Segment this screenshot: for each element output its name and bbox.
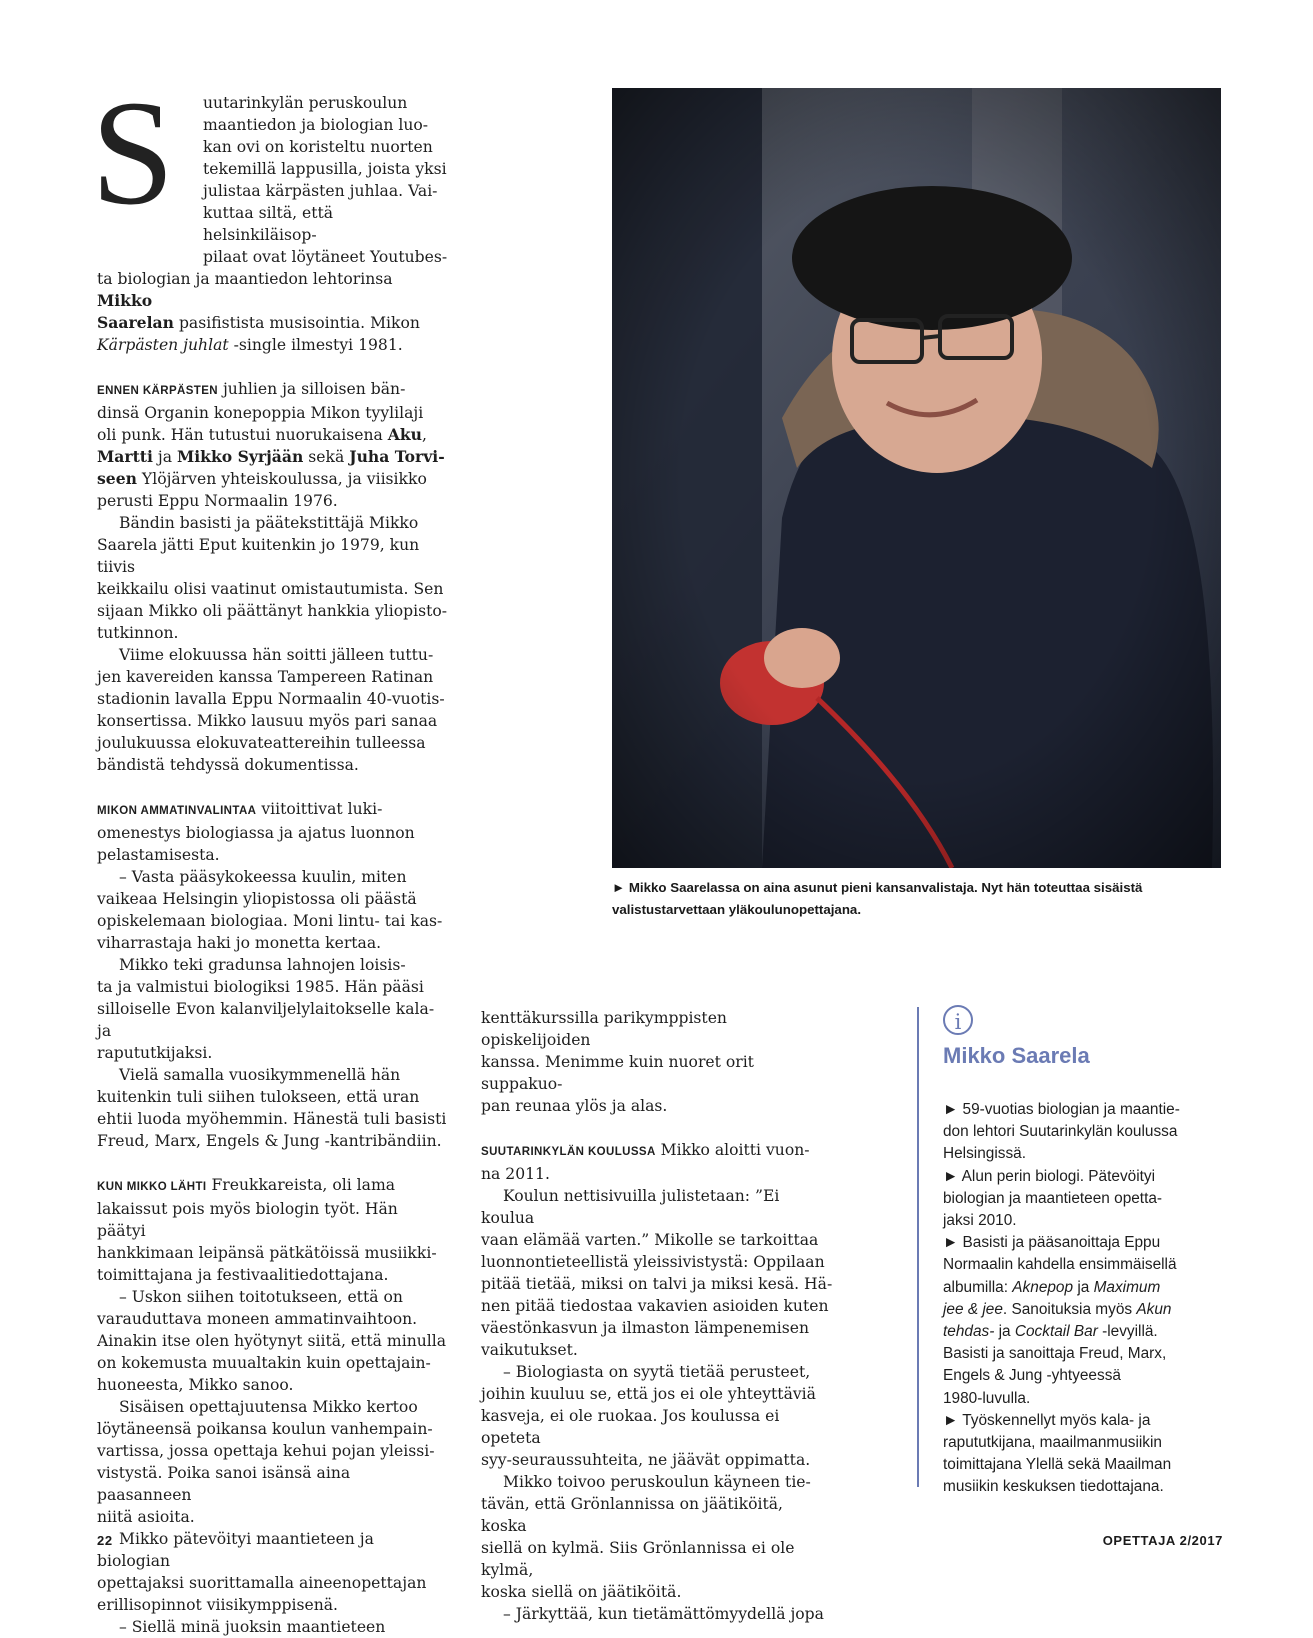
fact-line: jaksi 2010. [943, 1212, 1017, 1230]
intro-line: tekemillä lappusilla, joista yksi [203, 160, 447, 178]
info-box [943, 1005, 1213, 1499]
text: oli punk. Hän tutustui nuorukaisena [97, 426, 388, 444]
paragraph-line: koska siellä on jäätiköitä. [481, 1583, 682, 1601]
paragraph-line: ta ja valmistui biologiksi 1985. Hän pääsi [97, 978, 424, 996]
text: ja [994, 1323, 1015, 1341]
article-column-2 [481, 1007, 833, 1625]
fact-line: ► Alun perin biologi. Pätevöityi [943, 1167, 1156, 1185]
drop-cap: S [91, 70, 175, 236]
page-number: 22 [97, 1533, 113, 1548]
article-column-1 [91, 70, 449, 1638]
paragraph-line: kenttäkurssilla parikymppisten opiskelijoiden [481, 1009, 727, 1049]
paragraph-line: pitää tietää, miksi on talvi ja miksi kesä. Hä- [481, 1275, 833, 1293]
section-lead: MIKON AMMATINVALINTAA [97, 805, 257, 817]
paragraph-line: tutkinnon. [97, 624, 179, 642]
paragraph-line: pelastamisesta. [97, 846, 220, 864]
section-line [97, 1174, 449, 1198]
fact-line [943, 1321, 1213, 1343]
paragraph-line: tävän, että Grönlannissa on jäätiköitä, koska [481, 1495, 784, 1535]
person-name: Juha Torvi- [349, 447, 445, 466]
text: pasifistista musisointia. Mikon [173, 314, 420, 332]
paragraph-line: – Siellä minä juoksin maantieteen [119, 1618, 386, 1636]
person-name: Saarelan [97, 313, 174, 332]
fact-line: ► Työskennellyt myös kala- ja [943, 1411, 1151, 1429]
paragraph-line: keikkailu olisi vaatinut omistautumista. Sen [97, 580, 444, 598]
intro-line: julistaa kärpästen juhlaa. Vai- [203, 182, 438, 200]
fact-line [943, 1277, 1213, 1299]
fact-line: 1980-luvulla. [943, 1389, 1031, 1407]
paragraph-line: – Uskon siihen toitotukseen, että on [119, 1288, 403, 1306]
paragraph-line: Freud, Marx, Engels & Jung -kantribändiin. [97, 1132, 442, 1150]
text: ta biologian ja maantiedon lehtorinsa [97, 270, 393, 288]
person-name: Mikko Syrjään [176, 447, 304, 466]
paragraph-line: pan reunaa ylös ja alas. [481, 1097, 668, 1115]
album-title: Akun [1136, 1300, 1172, 1318]
paragraph-line: stadionin lavalla Eppu Normaalin 40-vuotis- [97, 690, 445, 708]
info-box-title: Mikko Saarela [943, 1043, 1090, 1068]
person-name: Aku [387, 425, 423, 444]
album-title: tehdas- [943, 1323, 995, 1341]
section-line [97, 378, 449, 402]
fact-line: biologian ja maantieteen opetta- [943, 1189, 1163, 1207]
text: Ylöjärven yhteiskoulussa, ja viisikko [136, 470, 427, 488]
paragraph-line: konsertissa. Mikko lausuu myös pari sanaa [97, 712, 438, 730]
text: , [422, 426, 427, 444]
person-name: Mikko [97, 291, 153, 310]
intro-line [97, 312, 449, 334]
text: Freukkareista, oli lama [206, 1176, 396, 1194]
paragraph-line: viharrastaja haki jo monetta kertaa. [97, 934, 382, 952]
intro-paragraph [91, 70, 449, 356]
album-title: Cocktail Bar [1014, 1323, 1098, 1341]
section-line [97, 424, 449, 446]
paragraph-line: jen kavereiden kanssa Tampereen Ratinan [97, 668, 434, 686]
text: juhlien ja silloisen bän- [218, 380, 406, 398]
magazine-issue: OPETTAJA 2/2017 [1102, 1533, 1223, 1548]
section-line: dinsä Organin konepoppia Mikon tyylilaji [97, 404, 424, 422]
paragraph-line: – Järkyttää, kun tietämättömyydellä jopa [503, 1605, 824, 1623]
paragraph-line: varauduttava moneen ammatinvaihtoon. [97, 1310, 418, 1328]
intro-line [97, 268, 449, 312]
section-line: perusti Eppu Normaalin 1976. [97, 492, 338, 510]
paragraph-line: vaikeaa Helsingin yliopistossa oli päästä [97, 890, 417, 908]
section-lead: ENNEN KÄRPÄSTEN [97, 385, 219, 397]
intro-line: pilaat ovat löytäneet Youtubes- [203, 248, 448, 266]
album-title: jee & jee [943, 1300, 1003, 1318]
paragraph-line: syy-seuraussuhteita, ne jäävät oppimatta. [481, 1451, 811, 1469]
fact-line [943, 1299, 1213, 1321]
paragraph-line: luonnontieteellistä yleissivistystä: Oppilaan [481, 1253, 825, 1271]
album-title: Aknepop [1012, 1278, 1074, 1296]
person-name: Martti [97, 447, 153, 466]
paragraph-line: silloiselle Evon kalanviljelylaitokselle kala- ja [97, 1000, 435, 1040]
paragraph-line: Mikko pätevöityi maantieteen ja biologian [97, 1530, 374, 1570]
paragraph-line: omenestys biologiassa ja ajatus luonnon [97, 824, 415, 842]
paragraph-line: kanssa. Menimme kuin nuoret orit suppakuo- [481, 1053, 754, 1093]
paragraph-line: vistystä. Poika sanoi isänsä aina paasanneen [97, 1464, 351, 1504]
section-kun-mikko-lahti [97, 1174, 449, 1638]
section-lead: SUUTARINKYLÄN KOULUSSA [481, 1146, 656, 1158]
portrait-illustration [612, 88, 1221, 868]
fact-line: rapututkijana, maailmanmusiikin [943, 1434, 1162, 1452]
paragraph-line: hankkimaan leipänsä pätkätöissä musiikki- [97, 1244, 437, 1262]
paragraph-line: opettajaksi suorittamalla aineenopettajan [97, 1574, 427, 1592]
paragraph-line: nen pitää tiedostaa vakavien asioiden kuten [481, 1297, 829, 1315]
paragraph-line: Viime elokuussa hän soitti jälleen tuttu- [119, 646, 434, 664]
section-line [481, 1139, 833, 1163]
text: Mikko aloitti vuon- [655, 1141, 810, 1159]
photo-caption [612, 877, 1222, 921]
paragraph-line: – Biologiasta on syytä tietää perusteet, [503, 1363, 811, 1381]
song-title: Kärpästen juhlat [97, 336, 229, 354]
fact-line: ► Basisti ja pääsanoittaja Eppu [943, 1234, 1161, 1252]
text: ja [1073, 1278, 1094, 1296]
section-lead: KUN MIKKO LÄHTI [97, 1181, 207, 1193]
paragraph-line: vartissa, jossa opettaja kehui pojan yleissi- [97, 1442, 435, 1460]
paragraph-line: sijaan Mikko oli päättänyt hankkia yliopisto- [97, 602, 448, 620]
paragraph-line: ehtii luoda myöhemmin. Hänestä tuli basisti [97, 1110, 447, 1128]
album-title: Maximum [1093, 1278, 1161, 1296]
paragraph-line: Mikko teki gradunsa lahnojen loisis- [119, 956, 406, 974]
paragraph-line: on kokemusta muualtakin kuin opettajain- [97, 1354, 431, 1372]
section-ennen [97, 378, 449, 776]
caption-line: valistustarvettaan yläkoulunopettajana. [612, 902, 862, 917]
paragraph-line: joihin kuuluu se, että jos ei ole yhteyttäviä [481, 1385, 816, 1403]
paragraph-line: niitä asioita. [97, 1508, 195, 1526]
section-line [97, 468, 449, 490]
text: ja [152, 448, 177, 466]
paragraph-line: vaikutukset. [481, 1341, 578, 1359]
paragraph-line: Koulun nettisivuilla julistetaan: ”Ei koulua [481, 1187, 780, 1227]
section-line [97, 798, 449, 822]
fact-line: ► 59-vuotias biologian ja maantie- [943, 1101, 1180, 1118]
fact-line: musiikin keskuksen tiedottajana. [943, 1478, 1164, 1496]
paragraph: Bändin basisti ja päätekstittäjä Mikko [119, 514, 419, 532]
fact-line: Engels & Jung -yhtyeessä [943, 1367, 1121, 1385]
text: -levyillä. [1097, 1323, 1158, 1341]
paragraph-line: huoneesta, Mikko sanoo. [97, 1376, 294, 1394]
portrait-photo [612, 88, 1221, 868]
paragraph-line: opiskelemaan biologiaa. Moni lintu- tai kas- [97, 912, 443, 930]
paragraph-line: bändistä tehdyssä dokumentissa. [97, 756, 359, 774]
paragraph-line: lakaissut pois myös biologin työt. Hän päätyi [97, 1200, 398, 1240]
paragraph-line: vaan elämää varten.” Mikolle se tarkoittaa [481, 1231, 819, 1249]
info-icon: i [943, 1005, 973, 1035]
intro-line: maantiedon ja biologian luo- [203, 116, 429, 134]
intro-line: uutarinkylän peruskoulun [203, 94, 408, 112]
paragraph-line: erillisopinnot viisikymppisenä. [97, 1596, 338, 1614]
paragraph-line: siellä on kylmä. Siis Grönlannissa ei ole kylmä, [481, 1539, 795, 1579]
fact-line: Normaalin kahdella ensimmäisellä [943, 1256, 1177, 1274]
paragraph-line: kuitenkin tuli siihen tulokseen, että uran [97, 1088, 420, 1106]
paragraph-line: joulukuussa elokuvateattereihin tulleessa [97, 734, 426, 752]
fact-line: Helsingissä. [943, 1145, 1026, 1163]
sidebar-divider [917, 1007, 919, 1487]
text: . Sanoituksia myös [1002, 1300, 1137, 1318]
section-ammatinvalinta [97, 798, 449, 1152]
paragraph-line: Ainakin itse olen hyötynyt siitä, että minulla [97, 1332, 447, 1350]
person-name: seen [97, 469, 137, 488]
paragraph-line: Saarela jätti Eput kuitenkin jo 1979, kun tiivis [97, 536, 420, 576]
paragraph-line: – Vasta pääsykokeessa kuulin, miten [119, 868, 407, 886]
fact-line: Basisti ja sanoittaja Freud, Marx, [943, 1345, 1167, 1363]
text: albumilla: [943, 1278, 1013, 1296]
intro-line [97, 334, 449, 356]
paragraph-line: väestönkasvun ja ilmaston lämpenemisen [481, 1319, 810, 1337]
text: sekä [303, 448, 350, 466]
fact-line: toimittajana Ylellä sekä Maailman [943, 1456, 1172, 1474]
paragraph-line: toimittajana ja festivaalitiedottajana. [97, 1266, 389, 1284]
text: -single ilmestyi 1981. [228, 336, 403, 354]
text: viitoittivat luki- [256, 800, 383, 818]
intro-line: kuttaa siltä, että helsinkiläisop- [203, 204, 334, 244]
paragraph-line: kasveja, ei ole ruokaa. Jos koulussa ei opeteta [481, 1407, 780, 1447]
caption-line: ► Mikko Saarelassa on aina asunut pieni kansanvalistaja. Nyt hän toteuttaa sisäistä [612, 880, 1143, 895]
paragraph-line: Sisäisen opettajuutensa Mikko kertoo [119, 1398, 418, 1416]
section-line [97, 446, 449, 468]
fact-line: don lehtori Suutarinkylän koulussa [943, 1123, 1178, 1141]
paragraph-line: Mikko toivoo peruskoulun käyneen tie- [503, 1473, 811, 1491]
paragraph-line: löytäneensä poikansa koulun vanhempain- [97, 1420, 433, 1438]
paragraph-line: Vielä samalla vuosikymmenellä hän [119, 1066, 401, 1084]
paragraph-line: rapututkijaksi. [97, 1044, 213, 1062]
paragraph-line: na 2011. [481, 1165, 550, 1183]
intro-line: kan ovi on koristeltu nuorten [203, 138, 433, 156]
